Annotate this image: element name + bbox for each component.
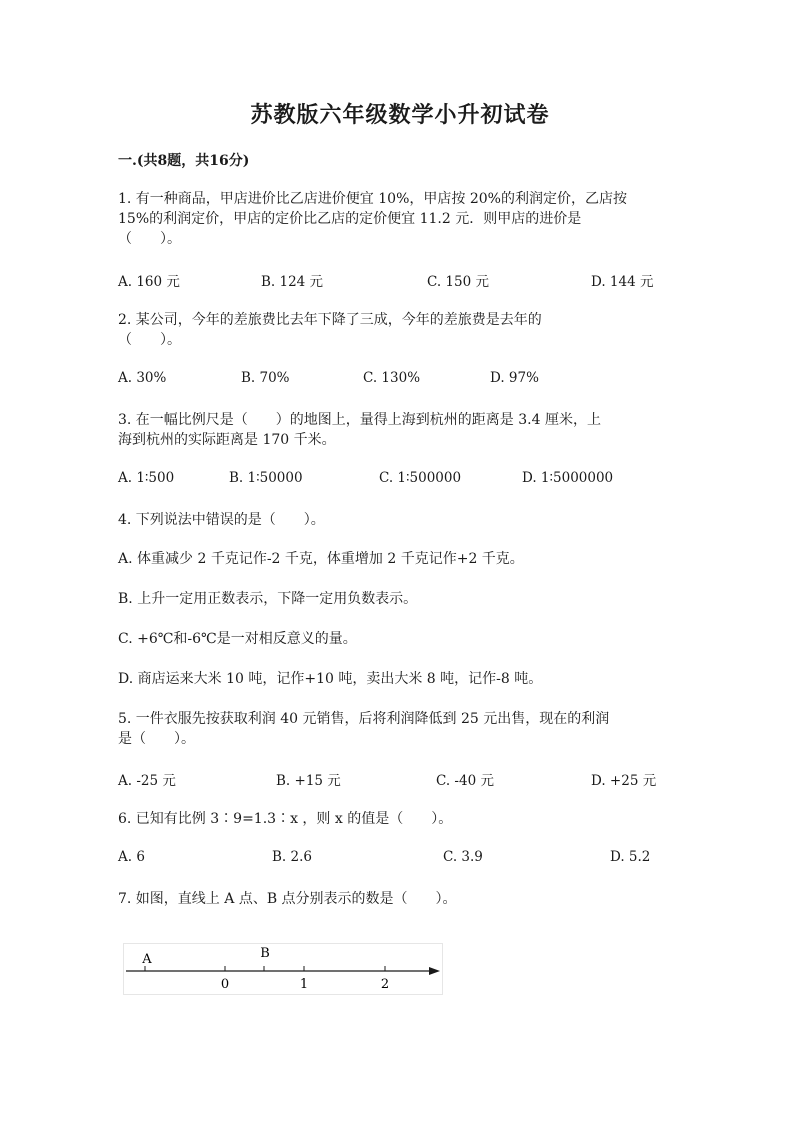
option-b[interactable]: B. 124 元 — [261, 274, 324, 290]
question-line: 7. 如图，直线上 A 点、B 点分别表示的数是（ ）。 — [118, 891, 457, 907]
option-b[interactable]: B. +15 元 — [276, 773, 341, 789]
option-b[interactable]: B. 1∶50000 — [229, 470, 303, 486]
question-line: 15%的利润定价，甲店的定价比乙店的定价便宜 11.2 元．则甲店的进价是 — [118, 211, 582, 227]
question-2-options — [118, 370, 678, 390]
option-b[interactable]: B. 70% — [241, 370, 290, 386]
choice-c[interactable]: C. +6℃和-6℃是一对相反意义的量。 — [118, 631, 357, 647]
question-7 — [118, 889, 678, 909]
question-3-options — [118, 470, 678, 490]
option-a[interactable]: A. 160 元 — [118, 274, 180, 290]
tick-label-1: 1 — [299, 977, 309, 992]
question-6 — [118, 809, 678, 829]
choice-b[interactable]: B. 上升一定用正数表示，下降一定用负数表示。 — [118, 591, 418, 607]
question-5 — [118, 709, 678, 749]
question-2 — [118, 310, 678, 350]
option-d[interactable]: D. 1∶5000000 — [522, 470, 614, 486]
option-d[interactable]: D. 5.2 — [610, 849, 651, 865]
question-line: 是（ ）。 — [118, 731, 195, 747]
option-c[interactable]: C. 3.9 — [443, 849, 483, 865]
number-line-svg — [124, 944, 442, 994]
section-heading: 一.(共8题，共16分) — [118, 153, 250, 169]
choice-a[interactable]: A. 体重减少 2 千克记作-2 千克，体重增加 2 千克记作+2 千克。 — [118, 551, 524, 567]
option-a[interactable]: A. 6 — [118, 849, 145, 865]
question-4 — [118, 510, 678, 530]
choice-d[interactable]: D. 商店运来大米 10 吨，记作+10 吨，卖出大米 8 吨，记作-8 吨。 — [118, 671, 543, 687]
option-c[interactable]: C. 1∶500000 — [379, 470, 462, 486]
question-1-options — [118, 270, 678, 290]
question-line: 5. 一件衣服先按获取利润 40 元销售，后将利润降低到 25 元出售，现在的利润 — [118, 711, 610, 727]
question-5-options — [118, 769, 678, 789]
exam-title: 苏教版六年级数学小升初试卷 — [250, 102, 550, 128]
number-line-figure — [123, 943, 443, 995]
option-a[interactable]: A. -25 元 — [118, 773, 176, 789]
question-1 — [118, 189, 678, 249]
question-6-options — [118, 849, 678, 869]
option-a[interactable]: A. 30% — [118, 370, 167, 386]
option-c[interactable]: C. 150 元 — [427, 274, 489, 290]
question-3 — [118, 410, 678, 450]
option-b[interactable]: B. 2.6 — [272, 849, 312, 865]
question-line: 海到杭州的实际距离是 170 千米。 — [118, 432, 336, 448]
question-line: 6. 已知有比例 3∶9=1.3∶x ，则 x 的值是（ ）。 — [118, 811, 453, 827]
option-c[interactable]: C. 130% — [363, 370, 421, 386]
option-d[interactable]: D. 144 元 — [591, 274, 654, 290]
question-line: 3. 在一幅比例尺是（ ）的地图上，量得上海到杭州的距离是 3.4 厘米，上 — [118, 412, 601, 428]
question-line: 1. 有一种商品，甲店进价比乙店进价便宜 10%，甲店按 20%的利润定价，乙店按 — [118, 191, 627, 207]
option-a[interactable]: A. 1∶500 — [118, 470, 175, 486]
number-line-arrow — [429, 967, 440, 975]
tick-label-2: 2 — [380, 977, 390, 992]
option-d[interactable]: D. +25 元 — [591, 773, 657, 789]
question-line: （ ）。 — [118, 332, 181, 348]
question-line: 4. 下列说法中错误的是（ ）。 — [118, 512, 325, 528]
question-line: 2. 某公司，今年的差旅费比去年下降了三成，今年的差旅费是去年的 — [118, 312, 542, 328]
point-label-a: A — [142, 952, 152, 967]
option-d[interactable]: D. 97% — [490, 370, 539, 386]
option-c[interactable]: C. -40 元 — [436, 773, 494, 789]
tick-label-0: 0 — [220, 977, 230, 992]
point-label-b: B — [260, 946, 270, 961]
question-line: （ ）。 — [118, 231, 181, 247]
